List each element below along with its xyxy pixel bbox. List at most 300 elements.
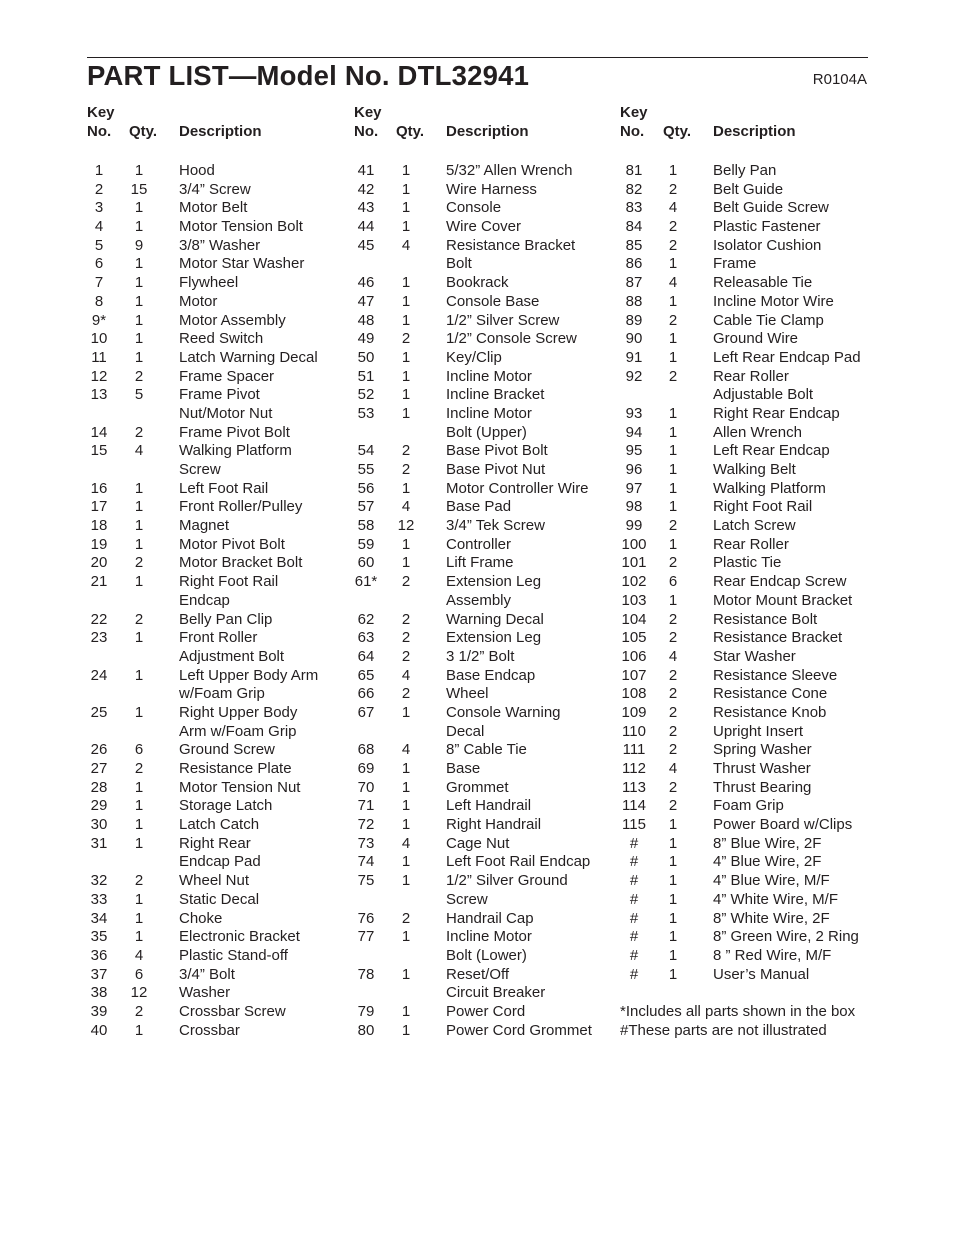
part-qty: 1 [401, 292, 411, 310]
part-description: Left Rear Endcap Pad [713, 348, 861, 366]
part-key-no: 85 [625, 236, 643, 254]
part-description: Motor Belt [179, 199, 248, 217]
part-row [354, 536, 604, 555]
part-qty: 4 [401, 666, 411, 684]
part-qty: 2 [668, 722, 678, 740]
header-description-label: Description [713, 122, 796, 140]
part-row [354, 704, 604, 723]
part-description: 4” White Wire, M/F [713, 890, 839, 908]
part-row [354, 405, 604, 424]
part-row [354, 947, 604, 966]
part-description: Extension Leg [446, 573, 542, 591]
part-qty: 1 [668, 535, 678, 553]
part-description: Screw [446, 890, 488, 908]
part-qty: 4 [401, 498, 411, 516]
part-key-no: 80 [357, 1021, 375, 1039]
part-key-no: 89 [625, 311, 643, 329]
header-key-label [620, 104, 648, 141]
part-description: Motor Pivot Bolt [179, 535, 285, 553]
header-no-text: No. [354, 122, 379, 140]
part-qty: 1 [668, 330, 678, 348]
part-row [87, 723, 337, 742]
part-qty: 2 [668, 797, 678, 815]
part-description: 1/2” Silver Ground [446, 872, 568, 890]
part-row [87, 704, 337, 723]
part-qty: 2 [401, 647, 411, 665]
part-description: 3/4” Screw [179, 180, 251, 198]
part-key-no: 18 [90, 517, 108, 535]
part-description: Belly Pan Clip [179, 610, 273, 628]
part-qty: 1 [668, 255, 678, 273]
part-column-2 [354, 104, 604, 1040]
part-row [87, 386, 337, 405]
footnote: *Includes all parts shown in the box [620, 1002, 856, 1020]
part-row [354, 723, 604, 742]
header-qty-label: Qty. [396, 122, 425, 140]
part-description: Resistance Plate [179, 760, 292, 777]
part-row [354, 872, 604, 891]
part-key-no: 55 [357, 461, 375, 478]
part-row [354, 181, 604, 200]
part-row [354, 667, 604, 686]
part-row [620, 498, 870, 517]
part-row [620, 218, 870, 237]
part-row [620, 461, 870, 480]
part-key-no: 29 [90, 797, 108, 815]
part-description: Crossbar Screw [179, 1002, 286, 1020]
part-qty: 1 [134, 274, 144, 292]
part-qty: 1 [134, 666, 144, 684]
part-qty: 2 [134, 423, 144, 441]
part-row [354, 293, 604, 312]
part-qty: 2 [401, 573, 411, 591]
part-key-no: 7 [94, 274, 104, 292]
part-qty: 6 [134, 741, 144, 759]
part-row [87, 592, 337, 611]
part-qty: 4 [668, 647, 678, 665]
part-description: Resistance Knob [713, 703, 827, 721]
part-row [354, 330, 604, 349]
part-description: Latch Screw [713, 517, 796, 535]
part-key-no: 11 [91, 348, 107, 366]
part-key-no: 10 [90, 330, 108, 348]
part-qty: 2 [668, 218, 678, 236]
header-key-text: Key [87, 104, 115, 121]
part-key-no: 35 [90, 928, 108, 946]
header-key-text: Key [354, 104, 382, 121]
part-description: Right Rear [179, 834, 251, 852]
part-qty: 15 [130, 180, 148, 198]
part-key-no: 78 [357, 965, 375, 983]
part-key-no: 38 [90, 984, 108, 1002]
part-description: 5/32” Allen Wrench [446, 162, 573, 179]
part-key-no: 2 [94, 180, 104, 198]
part-qty: 1 [134, 928, 144, 946]
part-description: Adjustment Bolt [179, 647, 285, 665]
part-description: Assembly [446, 591, 512, 609]
part-description: 8” Cable Tie [446, 741, 527, 759]
part-description: Walking Platform [179, 442, 292, 460]
part-row [87, 573, 337, 592]
part-row [354, 424, 604, 443]
part-row [354, 368, 604, 387]
part-qty: 1 [668, 292, 678, 310]
part-qty: 1 [401, 760, 411, 777]
part-qty: 4 [134, 946, 144, 964]
part-row [354, 274, 604, 293]
part-qty: 1 [401, 404, 411, 422]
part-key-no: 30 [90, 816, 108, 834]
part-description: Power Cord Grommet [446, 1021, 592, 1039]
part-row [620, 629, 870, 648]
part-row [620, 648, 870, 667]
part-key-no: 95 [625, 442, 643, 460]
part-key-no: # [629, 853, 639, 871]
part-qty: 1 [668, 442, 678, 460]
part-key-no: 77 [357, 928, 375, 946]
part-row [620, 255, 870, 274]
part-qty: 2 [668, 610, 678, 628]
part-description: 1/2” Console Screw [446, 330, 577, 348]
part-key-no: 60 [357, 554, 375, 572]
part-qty: 1 [668, 928, 678, 946]
part-qty: 1 [668, 591, 678, 609]
part-key-no: 9* [91, 311, 107, 329]
part-row [620, 386, 870, 405]
part-row [354, 797, 604, 816]
part-row [620, 760, 870, 779]
part-key-no: 112 [622, 760, 646, 777]
part-qty: 2 [668, 180, 678, 198]
part-qty: 2 [401, 610, 411, 628]
part-key-no: 108 [621, 685, 647, 703]
part-key-no: 84 [625, 218, 643, 236]
part-key-no: 37 [90, 965, 108, 983]
part-row [620, 573, 870, 592]
part-row [354, 648, 604, 667]
column-header [354, 104, 604, 160]
part-description: Left Upper Body Arm [179, 666, 319, 684]
part-qty: 1 [401, 928, 411, 946]
part-description: Circuit Breaker [446, 984, 546, 1002]
part-key-no: 67 [357, 703, 375, 721]
part-row [354, 442, 604, 461]
part-row [620, 667, 870, 686]
part-description: Foam Grip [713, 797, 784, 815]
part-qty: 4 [401, 236, 411, 254]
part-key-no: 63 [357, 629, 375, 647]
part-row [354, 685, 604, 704]
part-row [620, 685, 870, 704]
part-qty: 1 [401, 535, 411, 553]
part-qty: 2 [134, 1002, 144, 1020]
part-row [620, 910, 870, 929]
part-row [620, 816, 870, 835]
part-row [354, 928, 604, 947]
part-row [354, 816, 604, 835]
part-qty: 1 [134, 162, 144, 179]
part-qty: 1 [134, 479, 144, 497]
part-qty: 1 [401, 703, 411, 721]
part-row [620, 853, 870, 872]
part-description: Rear Roller [713, 367, 789, 385]
part-key-no: 23 [90, 629, 108, 647]
part-qty: 1 [668, 461, 678, 478]
part-row [87, 255, 337, 274]
part-key-no: # [629, 834, 639, 852]
part-row [87, 835, 337, 854]
part-row [87, 293, 337, 312]
part-description: 3/8” Washer [179, 236, 261, 254]
part-row [87, 853, 337, 872]
part-key-no: 65 [357, 666, 375, 684]
part-row [620, 947, 870, 966]
part-description: 8” Green Wire, 2 Ring [713, 928, 859, 946]
part-key-no: 91 [625, 348, 643, 366]
part-row [87, 442, 337, 461]
part-description: Star Washer [713, 647, 796, 665]
part-description: Power Board w/Clips [713, 816, 853, 834]
part-description: Nut/Motor Nut [179, 404, 273, 422]
part-qty: 1 [401, 386, 411, 404]
part-description: Frame Pivot [179, 386, 260, 404]
part-row [354, 891, 604, 910]
part-key-no: 50 [357, 348, 375, 366]
part-description: Wire Harness [446, 180, 537, 198]
header-no-text: No. [620, 122, 645, 140]
part-qty: 12 [130, 984, 148, 1002]
part-row [354, 573, 604, 592]
part-row [354, 461, 604, 480]
part-description: Releasable Tie [713, 274, 813, 292]
part-description: 4” Blue Wire, 2F [713, 853, 822, 871]
part-qty: 1 [401, 554, 411, 572]
part-row [354, 629, 604, 648]
part-description: Static Decal [179, 890, 260, 908]
part-row [620, 405, 870, 424]
part-key-no: 93 [625, 404, 643, 422]
part-qty: 2 [668, 703, 678, 721]
part-description: 4” Blue Wire, M/F [713, 872, 830, 890]
part-qty: 1 [401, 872, 411, 890]
part-row [87, 685, 337, 704]
part-description: Power Cord [446, 1002, 526, 1020]
part-description: Bolt (Upper) [446, 423, 527, 441]
part-key-no: 81 [625, 162, 643, 179]
part-row [620, 723, 870, 742]
part-description: Crossbar [179, 1021, 240, 1039]
part-row [620, 162, 870, 181]
part-description: Walking Platform [713, 479, 826, 497]
part-qty: 1 [134, 834, 144, 852]
part-qty: 1 [134, 778, 144, 796]
part-description: Resistance Bracket [446, 236, 576, 254]
part-description: Frame [713, 255, 757, 273]
column-header [87, 104, 337, 160]
part-description: 8 ” Red Wire, M/F [713, 946, 832, 964]
part-row [87, 536, 337, 555]
part-qty: 9 [134, 236, 144, 254]
part-qty: 4 [134, 442, 144, 460]
part-row [87, 816, 337, 835]
part-qty: 1 [134, 629, 144, 647]
part-description: Electronic Bracket [179, 928, 300, 946]
part-description: Screw [179, 461, 221, 478]
part-key-no: 54 [357, 442, 375, 460]
part-description: w/Foam Grip [179, 685, 265, 703]
document-code: R0104A [812, 71, 867, 88]
part-description: Right Rear Endcap [713, 404, 840, 422]
part-key-no: 51 [357, 367, 375, 385]
part-row [620, 928, 870, 947]
part-row [87, 667, 337, 686]
part-description: Base Pivot Bolt [446, 442, 548, 460]
part-qty: 1 [134, 797, 144, 815]
part-key-no: 59 [357, 535, 375, 553]
part-description: Rear Roller [713, 535, 789, 553]
part-row [354, 517, 604, 536]
part-key-no: 103 [621, 591, 647, 609]
part-description: Thrust Bearing [713, 778, 812, 796]
part-row [354, 835, 604, 854]
part-qty: 1 [401, 816, 411, 834]
part-description: Front Roller [179, 629, 258, 647]
part-qty: 1 [134, 199, 144, 217]
part-row [354, 199, 604, 218]
part-row [354, 162, 604, 181]
part-key-no: 70 [357, 778, 375, 796]
part-key-no: 113 [622, 778, 646, 796]
part-key-no: 25 [90, 703, 108, 721]
part-description: Motor [179, 292, 218, 310]
part-qty: 1 [668, 853, 678, 871]
part-row [620, 517, 870, 536]
part-qty: 2 [134, 872, 144, 890]
part-key-no: 52 [357, 386, 375, 404]
part-description: Frame Pivot Bolt [179, 423, 290, 441]
part-description: Resistance Sleeve [713, 666, 838, 684]
part-row [87, 928, 337, 947]
part-qty: 4 [401, 834, 411, 852]
header-qty-label: Qty. [663, 122, 692, 140]
part-key-no: 19 [90, 535, 108, 553]
part-description: Bookrack [446, 274, 509, 292]
part-qty: 1 [134, 535, 144, 553]
part-row [87, 779, 337, 798]
part-description: Base Endcap [446, 666, 536, 684]
part-description: Plastic Stand-off [179, 946, 288, 964]
part-qty: 2 [134, 367, 144, 385]
part-description: Left Rear Endcap [713, 442, 830, 460]
part-key-no: 17 [90, 498, 108, 516]
part-row [87, 1003, 337, 1022]
part-row [620, 293, 870, 312]
part-key-no: 43 [357, 199, 375, 217]
part-description: Right Foot Rail [713, 498, 813, 516]
part-row [87, 368, 337, 387]
part-description: Reed Switch [179, 330, 264, 348]
part-row [620, 368, 870, 387]
part-description: Allen Wrench [713, 423, 802, 441]
part-description: Resistance Cone [713, 685, 828, 703]
part-description: User’s Manual [713, 965, 810, 983]
part-row [620, 274, 870, 293]
part-key-no: 31 [90, 834, 108, 852]
part-key-no: # [629, 928, 639, 946]
part-qty: 1 [134, 255, 144, 273]
part-key-no: 104 [621, 610, 647, 628]
part-description: Extension Leg [446, 629, 542, 647]
part-row [87, 349, 337, 368]
part-qty: 1 [668, 479, 678, 497]
part-key-no: 107 [621, 666, 647, 684]
part-key-no: 24 [90, 666, 108, 684]
part-qty: 2 [668, 517, 678, 535]
part-key-no: 64 [357, 647, 375, 665]
part-description: Base Pivot Nut [446, 461, 546, 478]
footnotes [620, 1003, 870, 1040]
part-qty: 1 [401, 1021, 411, 1039]
part-row [620, 779, 870, 798]
part-qty: 6 [134, 965, 144, 983]
part-row [354, 554, 604, 573]
part-key-no: 20 [90, 554, 108, 572]
part-row [620, 554, 870, 573]
part-qty: 4 [668, 760, 678, 777]
part-key-no: 57 [357, 498, 375, 516]
part-key-no: 82 [625, 180, 643, 198]
part-key-no: 56 [357, 479, 375, 497]
part-qty: 1 [668, 909, 678, 927]
part-key-no: 109 [621, 703, 647, 721]
part-description: Frame Spacer [179, 367, 275, 385]
part-key-no: 33 [90, 890, 108, 908]
part-key-no: 87 [625, 274, 643, 292]
part-row [87, 218, 337, 237]
part-row [87, 181, 337, 200]
part-key-no: # [629, 890, 639, 908]
part-description: Flywheel [179, 274, 239, 292]
part-description: Motor Mount Bracket [713, 591, 853, 609]
part-qty: 1 [134, 311, 144, 329]
part-qty: 1 [401, 180, 411, 198]
header-key-text: Key [620, 104, 648, 121]
part-row [87, 480, 337, 499]
part-description: Bolt [446, 255, 472, 273]
part-row [620, 480, 870, 499]
part-qty: 1 [134, 348, 144, 366]
header-key-label [87, 104, 115, 141]
part-qty: 5 [134, 386, 144, 404]
part-row [87, 162, 337, 181]
part-row [354, 237, 604, 256]
part-row [620, 330, 870, 349]
part-description: 8” Blue Wire, 2F [713, 834, 822, 852]
part-qty: 1 [401, 162, 411, 179]
part-row [87, 274, 337, 293]
part-key-no: 101 [621, 554, 647, 572]
part-row [620, 704, 870, 723]
part-key-no: # [629, 909, 639, 927]
part-description: Bolt (Lower) [446, 946, 527, 964]
part-description: Console [446, 199, 502, 217]
part-key-no: 12 [90, 367, 108, 385]
part-key-no: # [629, 946, 639, 964]
part-key-no: # [629, 965, 639, 983]
part-description: Key/Clip [446, 348, 502, 366]
part-description: Console Base [446, 292, 540, 310]
part-column-1 [87, 104, 337, 1040]
